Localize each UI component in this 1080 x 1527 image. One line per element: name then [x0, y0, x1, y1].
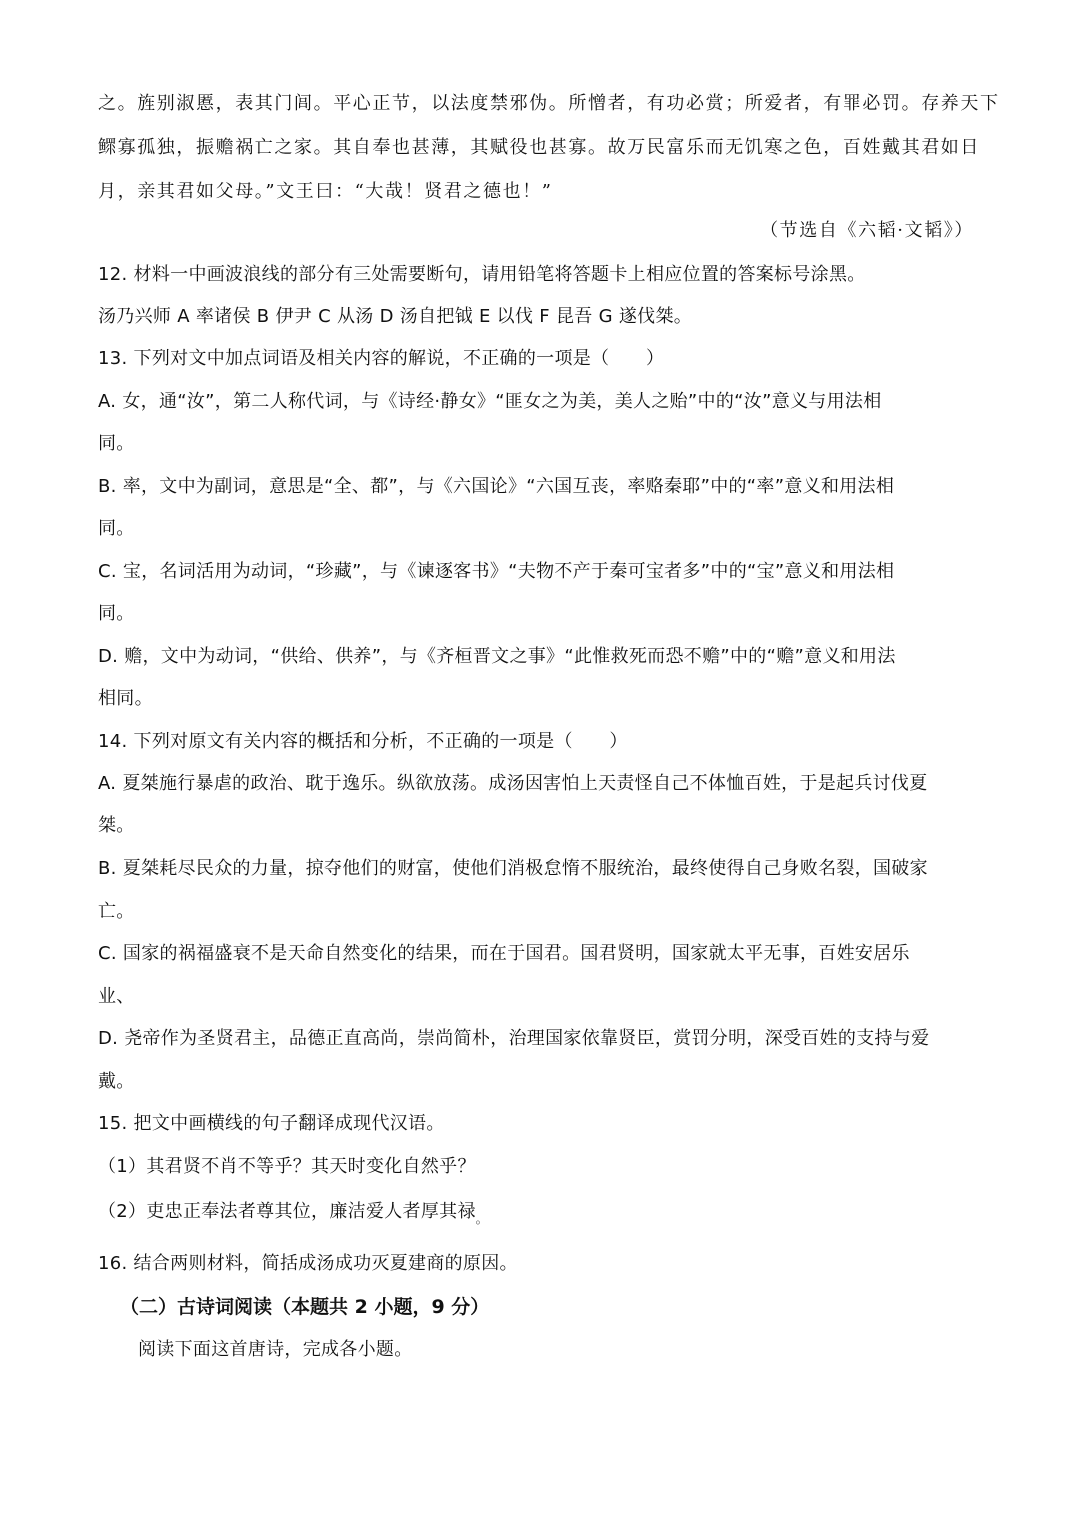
question-13-option-a: A. 女，通“汝”，第二人称代词，与《诗经·静女》“匪女之为美，美人之贻”中的“汝”意义与用法相 — [98, 391, 882, 412]
passage-source: （节选自《六韬·文韬》） — [760, 220, 974, 241]
passage-line-1: 之。旌别淑慝，表其门闾。平心正节，以法度禁邪伪。所憎者，有功必赏；所爱者，有罪必罚。存养天下 — [98, 93, 1000, 114]
question-16-stem: 16. 结合两则材料，简括成汤成功灭夏建商的原因。 — [98, 1253, 518, 1274]
question-14-option-c-cont: 业、 — [98, 986, 135, 1007]
question-13-option-c-cont: 同。 — [98, 603, 135, 624]
question-12-stem: 12. 材料一中画波浪线的部分有三处需要断句，请用铅笔将答题卡上相应位置的答案标号涂黑。 — [98, 264, 866, 285]
question-13-option-a-cont: 同。 — [98, 433, 135, 454]
question-13-option-c: C. 宝，名词活用为动词，“珍藏”，与《谏逐客书》“夫物不产于秦可宝者多”中的“宝”意义和用法相 — [98, 561, 895, 582]
question-14-option-a-cont: 桀。 — [98, 815, 135, 836]
question-14-option-d: D. 尧帝作为圣贤君主，品德正直高尚，崇尚简朴，治理国家依靠贤臣，赏罚分明，深受百姓的支持与爱 — [98, 1028, 930, 1049]
question-13-option-d: D. 赡，文中为动词，“供给、供养”，与《齐桓晋文之事》“此惟救死而恐不赡”中的“赡”意义和用法 — [98, 646, 896, 667]
question-14-option-b-cont: 亡。 — [98, 901, 135, 922]
question-13-stem: 13. 下列对文中加点词语及相关内容的解说，不正确的一项是（ ） — [98, 348, 665, 369]
question-14-stem: 14. 下列对原文有关内容的概括和分析，不正确的一项是（ ） — [98, 731, 628, 752]
question-14-option-b: B. 夏桀耗尽民众的力量，掠夺他们的财富，使他们消极怠惰不服统治，最终使得自己身败名裂，国破家 — [98, 858, 928, 879]
question-14-option-c: C. 国家的祸福盛衰不是天命自然变化的结果，而在于国君。国君贤明，国家就太平无事，百姓安居乐 — [98, 943, 910, 964]
section-instruction: 阅读下面这首唐诗，完成各小题。 — [138, 1339, 413, 1360]
passage-line-2: 鳏寡孤独，振赡祸亡之家。其自奉也甚薄，其赋役也甚寡。故万民富乐而无饥寒之色，百姓戴其君如日 — [98, 137, 980, 158]
question-13-option-b-cont: 同。 — [98, 518, 135, 539]
question-15-sentence-2-text: （2）吏忠正奉法者尊其位，廉洁爱人者厚其禄 — [98, 1201, 476, 1222]
passage-line-3: 月，亲其君如父母。”文王曰：“大哉！贤君之德也！” — [98, 181, 553, 202]
question-15-sentence-2-period: 。 — [475, 1212, 489, 1226]
section-heading: （二）古诗词阅读（本题共 2 小题，9 分） — [120, 1296, 490, 1318]
question-14-option-a: A. 夏桀施行暴虐的政治、耽于逸乐。纵欲放荡。成汤因害怕上天责怪自己不体恤百姓，于是起兵讨伐夏 — [98, 773, 928, 794]
question-12-text: 汤乃兴师 A 率诸侯 B 伊尹 C 从汤 D 汤自把钺 E 以伐 F 昆吾 G 遂伐桀。 — [98, 306, 693, 327]
question-15-sentence-1: （1）其君贤不肖不等乎？其天时变化自然乎？ — [98, 1156, 476, 1177]
question-13-option-d-cont: 相同。 — [98, 688, 153, 709]
question-13-option-b: B. 率，文中为副词，意思是“全、都”，与《六国论》“六国互丧，率赂秦耶”中的“率”意义和用法相 — [98, 476, 895, 497]
question-15-stem: 15. 把文中画横线的句子翻译成现代汉语。 — [98, 1113, 445, 1134]
question-14-option-d-cont: 戴。 — [98, 1071, 135, 1092]
question-15-sentence-2 — [98, 1199, 980, 1232]
